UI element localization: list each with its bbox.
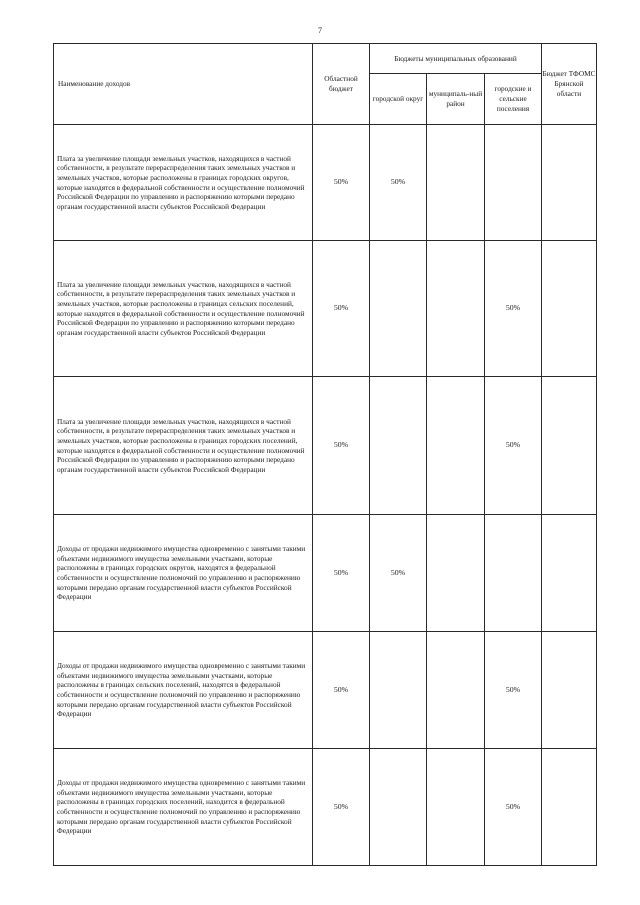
table-row [54,515,597,632]
municipal-district-share [427,377,485,515]
city-district-share [370,632,427,749]
settlements-share [485,515,542,632]
oblast-share: 50% [313,377,370,515]
header-name-column: Наименование доходов [54,44,313,125]
revenue-name: Доходы от продажи недвижимого имущества одновременно с занятыми такими объектами недвижимого имущества земельными участками, которые расположены в границах городских округов, находятся в федеральной собственности и осуществление полномочий по управлению и распоряжению которыми передано органам государственной власти субъектов Российской Федерации [54,515,313,632]
header-row-top [54,44,597,74]
city-district-share: 50% [370,515,427,632]
revenue-name: Плата за увеличение площади земельных участков, находящихся в частной собственности, в результате перераспределения таких земельных участков и земельных участков, которые расположены в границах городских поселений, которые находятся в федеральной собственности и осуществление полномочий Российской Федерации по управлению и распоряжению которыми передано органам государственной власти субъектов Российской Федерации [54,377,313,515]
oblast-share: 50% [313,749,370,866]
tfoms-share [542,632,597,749]
tfoms-share [542,749,597,866]
settlements-share: 50% [485,377,542,515]
oblast-share: 50% [313,125,370,241]
header-municipal-district: муниципаль-ный район [427,74,485,125]
tfoms-share [542,377,597,515]
header-settlements: городские и сельские поселения [485,74,542,125]
oblast-share: 50% [313,515,370,632]
city-district-share [370,377,427,515]
municipal-district-share [427,632,485,749]
city-district-share [370,749,427,866]
municipal-district-share [427,749,485,866]
table-row [54,632,597,749]
city-district-share: 50% [370,125,427,241]
settlements-share: 50% [485,241,542,377]
oblast-share: 50% [313,632,370,749]
revenue-name: Доходы от продажи недвижимого имущества одновременно с занятыми такими объектами недвижимого имущества земельными участками, которые расположены в границах сельских поселений, находятся в федеральной собственности и осуществление полномочий по управлению и распоряжению которыми передано органам государственной власти субъектов Российской Федерации [54,632,313,749]
tfoms-share [542,241,597,377]
table-row [54,241,597,377]
municipal-district-share [427,241,485,377]
table-row [54,377,597,515]
tfoms-share [542,125,597,241]
header-tfoms-budget: Бюджет ТФОМС Брянской области [542,44,597,125]
municipal-district-share [427,125,485,241]
header-oblast-budget: Областной бюджет [313,44,370,125]
oblast-share: 50% [313,241,370,377]
settlements-share [485,125,542,241]
revenue-distribution-table [53,43,597,866]
table-row [54,749,597,866]
header-city-district: городской округ [370,74,427,125]
tfoms-share [542,515,597,632]
settlements-share: 50% [485,632,542,749]
header-municipal-budgets: Бюджеты муниципальных образований [370,44,542,74]
table-row [54,125,597,241]
city-district-share [370,241,427,377]
page-number: 7 [318,26,322,35]
revenue-name: Доходы от продажи недвижимого имущества одновременно с занятыми такими объектами недвижимого имущества земельными участками, которые расположены в границах городских поселений, находится в федеральной собственности и осуществление полномочий по управлению и распоряжению которыми передано органам государственной власти субъектов Российской Федерации [54,749,313,866]
settlements-share: 50% [485,749,542,866]
revenue-name: Плата за увеличение площади земельных участков, находящихся в частной собственности, в результате перераспределения таких земельных участков и земельных участков, которые расположены в границах сельских поселений, которые находятся в федеральной собственности и осуществление полномочий Российской Федерации по управлению и распоряжению которыми передано органам государственной власти субъектов Российской Федерации [54,241,313,377]
municipal-district-share [427,515,485,632]
revenue-name: Плата за увеличение площади земельных участков, находящихся в частной собственности, в результате перераспределения таких земельных участков и земельных участков, которые расположены в границах городских округов, которые находятся в федеральной собственности и осуществление полномочий Российской Федерации по управлению и распоряжению которыми передано органам государственной власти субъектов Российской Федерации [54,125,313,241]
